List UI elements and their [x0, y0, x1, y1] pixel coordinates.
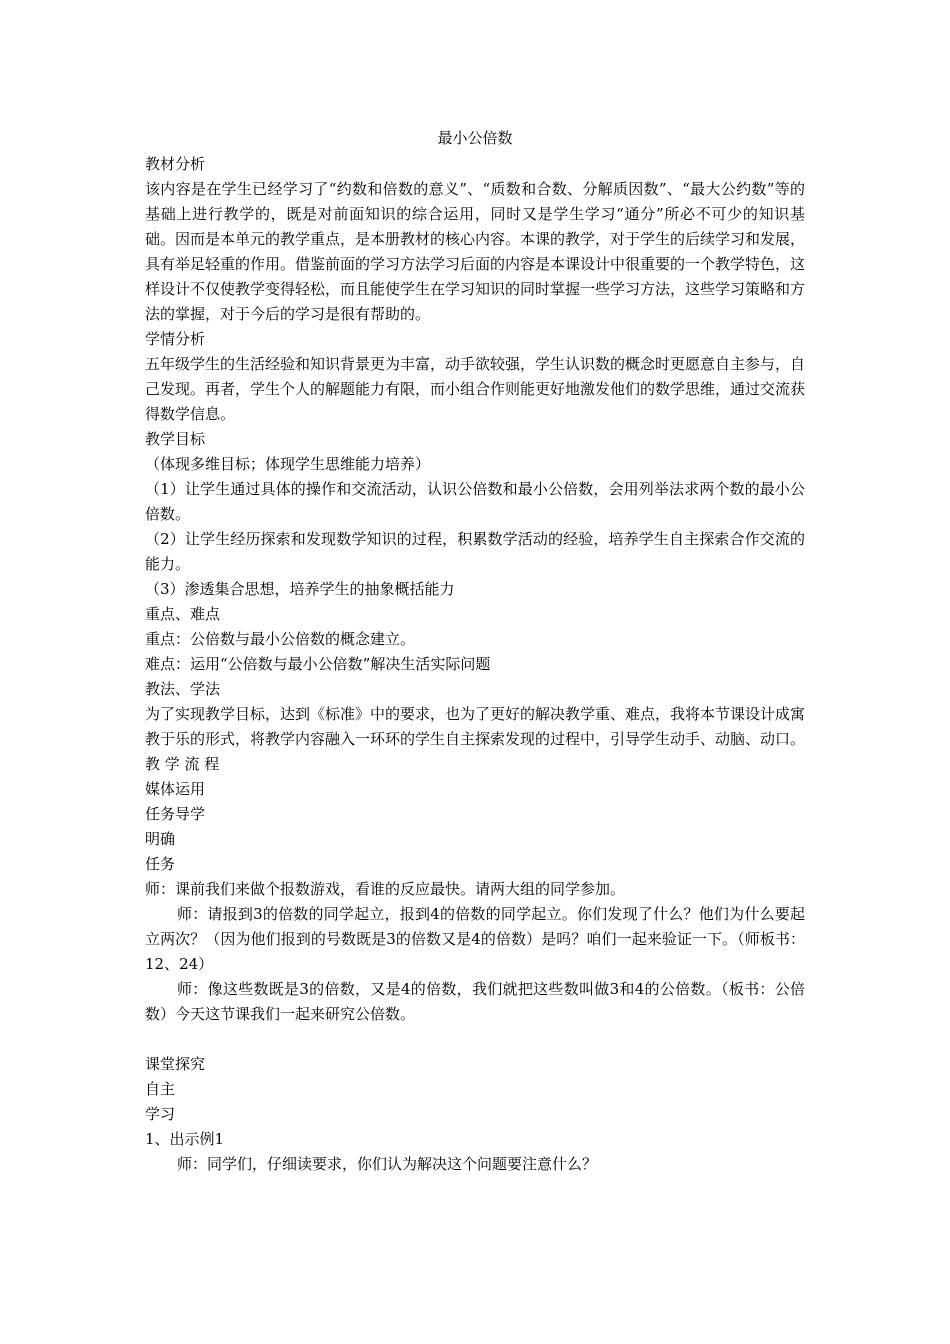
example-heading: 1、出示例1: [145, 1130, 225, 1148]
heading-class-inquiry: 课堂探究: [145, 1055, 206, 1073]
document-title: 最小公倍数: [437, 129, 513, 147]
goal-item-3: （3）渗透集合思想，培养学生的抽象概括能力: [145, 580, 455, 598]
label-task-guide: 任务导学: [145, 805, 206, 823]
label-media: 媒体运用: [145, 780, 206, 798]
label-clarify: 明确: [145, 830, 176, 848]
dialogue-line-4: 师：同学们，仔细读要求，你们认为解决这个问题要注意什么？: [177, 1155, 598, 1173]
heading-methods: 教法、学法: [145, 680, 221, 698]
paragraph-methods: 为了实现教学目标，达到《标准》中的要求，也为了更好的解决教学重、难点，我将本节课设计成寓教于乐的形式，将教学内容融入一环环的学生自主探索发现的过程中，引导学生动手、动脑、动口。: [145, 705, 806, 748]
label-study: 学习: [145, 1105, 176, 1123]
paragraph-textbook-analysis: 该内容是在学生已经学习了“约数和倍数的意义”、“质数和合数、分解质因数”、“最大公约数”等的基础上进行教学的，既是对前面知识的综合运用，同时又是学生学习“通分”所必不可少的知识基础。因而是本单元的教学重点，是本册教材的核心内容。本课的教学，对于学生的后续学习和发展，具有举足轻重的作用。借鉴前面的学习方法学习后面的内容是本课设计中很重要的一个教学特色，这样设计不仅使教学变得轻松，而且能使学生在学习知识的同时掌握一些学习方法，这些学习策略和方法的掌握，对于今后的学习是很有帮助的。: [145, 180, 806, 323]
document-page: [145, 124, 805, 1177]
heading-student-analysis: 学情分析: [145, 330, 206, 348]
heading-teaching-process: 教 学 流 程: [145, 755, 220, 773]
difficult-point: 难点：运用“公倍数与最小公倍数”解决生活实际问题: [145, 655, 491, 673]
goals-note: （体现多维目标；体现学生思维能力培养）: [145, 455, 431, 473]
label-task: 任务: [145, 855, 176, 873]
heading-key-points: 重点、难点: [145, 605, 221, 623]
heading-teaching-goals: 教学目标: [145, 430, 206, 448]
paragraph-student-analysis: 五年级学生的生活经验和知识背景更为丰富，动手欲较强，学生认识数的概念时更愿意自主参与，自己发现。再者，学生个人的解题能力有限，而小组合作则能更好地激发他们的数学思维，通过交流获得数学信息。: [145, 355, 806, 423]
heading-textbook-analysis: 教材分析: [145, 155, 206, 173]
blank-line: [145, 1027, 805, 1052]
goal-item-2: （2）让学生经历探索和发现数学知识的过程，积累数学活动的经验，培养学生自主探索合作交流的能力。: [145, 530, 805, 573]
key-point: 重点：公倍数与最小公倍数的概念建立。: [145, 630, 416, 648]
dialogue-line-1: 师：课前我们来做个报数游戏，看谁的反应最快。请两大组的同学参加。: [145, 880, 626, 898]
dialogue-line-3: 师：像这些数既是3的倍数，又是4的倍数，我们就把这些数叫做3和4的公倍数。（板书：公倍数）今天这节课我们一起来研究公倍数。: [145, 980, 805, 1023]
label-self: 自主: [145, 1080, 176, 1098]
dialogue-line-2: 师：请报到3的倍数的同学起立，报到4的倍数的同学起立。你们发现了什么？他们为什么要起立两次？（因为他们报到的号数既是3的倍数又是4的倍数）是吗？咱们一起来验证一下。（师板书：12、24）: [145, 905, 805, 973]
goal-item-1: （1）让学生通过具体的操作和交流活动，认识公倍数和最小公倍数，会用列举法求两个数的最小公倍数。: [145, 480, 805, 523]
